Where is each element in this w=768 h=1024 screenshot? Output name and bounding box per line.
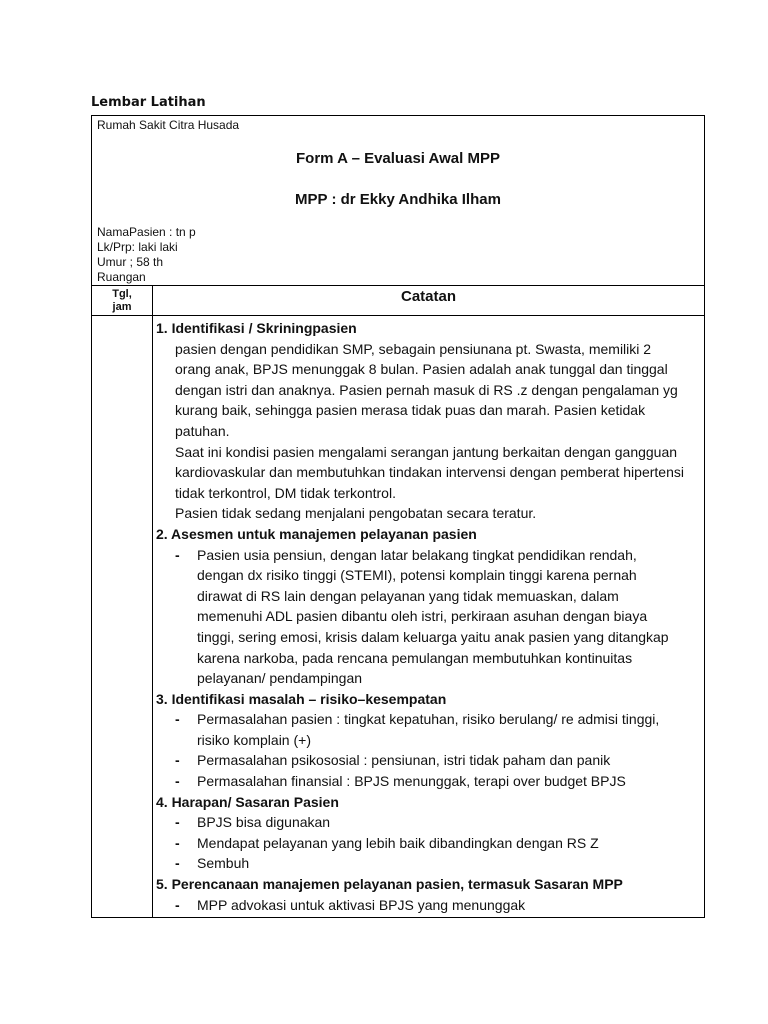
bullet-text: risiko komplain (+) [197,731,311,748]
bullet-item [156,771,701,792]
date-header-line: Tgl, [112,288,132,300]
bullet-dash-icon: - [175,773,180,790]
bullet-text: dengan dx risiko tinggi (STEMI), potensi komplain tinggi karena pernah [197,567,637,584]
bullet-text: Sembuh [197,855,250,872]
paragraph-line: kardiovaskular dan membutuhkan tindakan intervensi dengan pemberat hipertensi [175,464,684,481]
form-title: Form A – Evaluasi Awal MPP [296,150,500,167]
mpp-name: MPP : dr Ekky Andhika Ilham [295,191,501,208]
bullet-text: tinggi, sering emosi, krisis dalam keluarga yaitu anak pasien yang ditangkap [197,628,669,645]
paragraph-line: patuhan. [175,422,230,439]
bullet-dash-icon: - [175,814,180,831]
page-heading: Lembar Latihan [91,95,206,110]
section-title: 2. Asesmen untuk manajemen pelayanan pasien [156,525,477,542]
date-column-header [92,288,152,314]
bullet-item [156,545,701,566]
bullet-item [156,812,701,833]
bullet-dash-icon: - [175,855,180,872]
bullet-text: Mendapat pelayanan yang lebih baik dibandingkan dengan RS Z [197,834,599,851]
section-title: 5. Perencanaan manajemen pelayanan pasien, termasuk Sasaran MPP [156,876,623,893]
paragraph-line: Saat ini kondisi pasien mengalami serangan jantung berkaitan dengan gangguan [175,443,678,460]
section-title: 4. Harapan/ Sasaran Pasien [156,793,339,810]
bullet-continuation [156,606,701,627]
paragraph-line: orang anak, BPJS menunggak 8 bulan. Pasien adalah anak tunggal dan tinggal [175,361,668,378]
patient-room: Ruangan [97,270,146,284]
bullet-continuation [156,648,701,669]
section-title: 1. Identifikasi / Skriningpasien [156,320,357,336]
notes-column-header: Catatan [400,288,456,305]
bullet-text: Pasien usia pensiun, dengan latar belakang tingkat pendidikan rendah, [197,546,637,563]
bullet-continuation [156,565,701,586]
hospital-name: Rumah Sakit Citra Husada [97,118,240,132]
paragraph-line: pasien dengan pendidikan SMP, sebagain pensiunana pt. Swasta, memiliki 2 [175,340,652,357]
bullet-text: MPP advokasi untuk aktivasi BPJS yang menunggak [197,896,526,913]
bullet-text: Permasalahan psikososial : pensiunan, istri tidak paham dan panik [197,752,611,769]
bullet-dash-icon: - [175,752,180,769]
bullet-dash-icon: - [175,546,180,563]
paragraph-line: tidak terkontrol, DM tidak terkontrol. [175,484,396,501]
bullet-dash-icon: - [175,711,180,728]
bullet-dash-icon: - [175,896,180,913]
time-header-line: jam [112,301,132,313]
patient-name: NamaPasien : tn p [97,225,196,239]
patient-age: Umur ; 58 th [97,255,164,269]
bullet-item [156,895,701,916]
bullet-text: memenuhi ADL pasien dibantu oleh istri, perkiraan asuhan dengan biaya [197,608,648,625]
form-header [92,116,704,286]
bullet-item [156,853,701,874]
paragraph-line: dengan istri dan anaknya. Pasien pernah masuk di RS .z dengan pengalaman yg [175,381,678,398]
column-divider [152,286,153,918]
bullet-text: BPJS bisa digunakan [197,814,331,831]
paragraph-line: Pasien tidak sedang menjalani pengobatan secara teratur. [175,505,537,522]
notes-content [156,318,701,915]
header-row-divider [92,315,704,316]
patient-sex: Lk/Prp: laki laki [97,240,178,254]
bullet-text: dirawat di RS lain dengan pelayanan yang tidak memuaskan, dalam [197,587,619,604]
bullet-text: Permasalahan finansial : BPJS menunggak, terapi over budget BPJS [197,773,626,790]
section-title: 3. Identifikasi masalah – risiko–kesempatan [156,690,447,707]
bullet-text: pelayanan/ pendampingan [197,670,363,687]
bullet-item [156,750,701,771]
bullet-item [156,833,701,854]
patient-info [97,225,196,285]
bullet-continuation [156,627,701,648]
bullet-continuation [156,586,701,607]
evaluation-form-table [91,115,705,918]
bullet-text: Permasalahan pasien : tingkat kepatuhan, risiko berulang/ re admisi tinggi, [197,711,660,728]
bullet-dash-icon: - [175,834,180,851]
bullet-item [156,709,701,730]
bullet-text: karena narkoba, pada rencana pemulangan membutuhkan kontinuitas [197,649,633,666]
bullet-continuation [156,668,701,689]
bullet-continuation [156,730,701,751]
paragraph-line: kurang baik, sehingga pasien merasa tidak puas dan marah. Pasien ketidak [175,402,646,419]
